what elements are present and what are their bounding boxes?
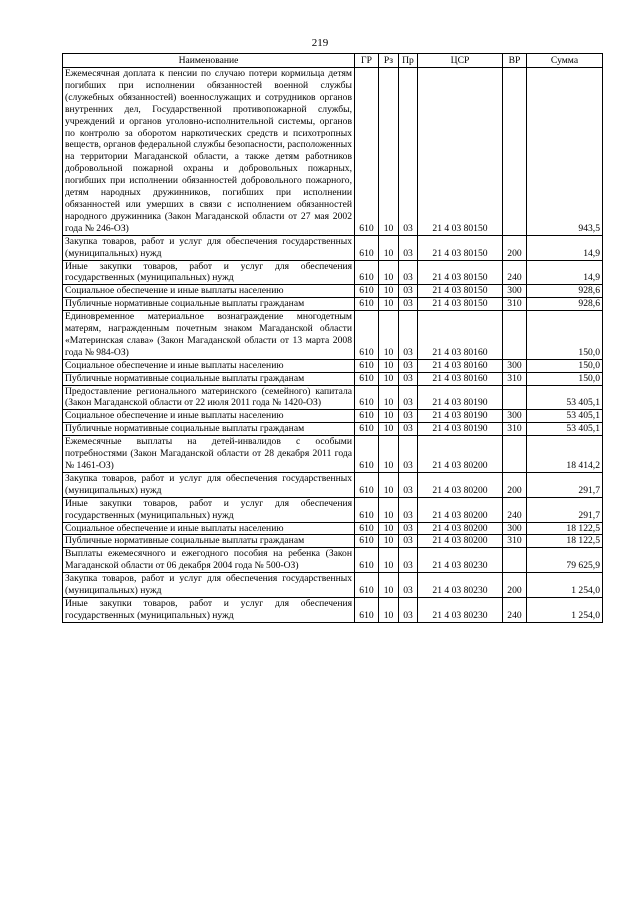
cell-sum: 1 254,0	[527, 573, 603, 598]
cell-pr: 03	[399, 573, 418, 598]
cell-rz: 10	[379, 298, 399, 311]
cell-csr: 21 4 03 80190	[418, 410, 503, 423]
cell-name: Социальное обеспечение и иные выплаты населению	[63, 359, 355, 372]
cell-vr: 310	[503, 372, 527, 385]
cell-csr: 21 4 03 80200	[418, 522, 503, 535]
cell-csr: 21 4 03 80200	[418, 436, 503, 473]
cell-csr: 21 4 03 80190	[418, 423, 503, 436]
cell-pr: 03	[399, 235, 418, 260]
cell-sum: 18 122,5	[527, 535, 603, 548]
cell-sum: 928,6	[527, 285, 603, 298]
cell-name: Публичные нормативные социальные выплаты гражданам	[63, 372, 355, 385]
table-row	[63, 522, 603, 535]
table-row	[63, 235, 603, 260]
cell-sum: 150,0	[527, 372, 603, 385]
cell-name: Выплаты ежемесячного и ежегодного пособия на ребенка (Закон Магаданской области от 06 декабря 2004 года № 500-ОЗ)	[63, 548, 355, 573]
cell-rz: 10	[379, 385, 399, 410]
column-header-csr: ЦСР	[418, 54, 503, 68]
cell-csr: 21 4 03 80150	[418, 260, 503, 285]
cell-pr: 03	[399, 423, 418, 436]
cell-rz: 10	[379, 260, 399, 285]
table-row	[63, 436, 603, 473]
cell-pr: 03	[399, 372, 418, 385]
cell-name: Публичные нормативные социальные выплаты гражданам	[63, 423, 355, 436]
cell-gr: 610	[355, 410, 379, 423]
cell-gr: 610	[355, 548, 379, 573]
cell-rz: 10	[379, 311, 399, 360]
cell-gr: 610	[355, 535, 379, 548]
table-row	[63, 573, 603, 598]
cell-sum: 150,0	[527, 311, 603, 360]
column-header-pr: Пр	[399, 54, 418, 68]
cell-vr: 310	[503, 298, 527, 311]
cell-rz: 10	[379, 548, 399, 573]
cell-rz: 10	[379, 522, 399, 535]
cell-csr: 21 4 03 80200	[418, 535, 503, 548]
cell-name: Ежемесячные выплаты на детей-инвалидов с особыми потребностями (Закон Магаданской области от 28 декабря 2011 года № 1461-ОЗ)	[63, 436, 355, 473]
cell-csr: 21 4 03 80230	[418, 573, 503, 598]
column-header-vr: ВР	[503, 54, 527, 68]
cell-vr	[503, 436, 527, 473]
cell-sum: 1 254,0	[527, 597, 603, 622]
column-header-name: Наименование	[63, 54, 355, 68]
table-row	[63, 385, 603, 410]
page-number: 219	[311, 37, 329, 49]
table-row	[63, 298, 603, 311]
table-row	[63, 410, 603, 423]
column-header-sum: Сумма	[527, 54, 603, 68]
cell-sum: 928,6	[527, 298, 603, 311]
table-row	[63, 423, 603, 436]
cell-pr: 03	[399, 311, 418, 360]
cell-pr: 03	[399, 535, 418, 548]
cell-sum: 14,9	[527, 260, 603, 285]
cell-pr: 03	[399, 548, 418, 573]
table-row	[63, 68, 603, 236]
cell-gr: 610	[355, 359, 379, 372]
cell-sum: 150,0	[527, 359, 603, 372]
cell-rz: 10	[379, 423, 399, 436]
cell-sum: 18 122,5	[527, 522, 603, 535]
table-row	[63, 472, 603, 497]
cell-name: Иные закупки товаров, работ и услуг для обеспечения государственных (муниципальных) нужд	[63, 497, 355, 522]
cell-name: Закупка товаров, работ и услуг для обеспечения государственных (муниципальных) нужд	[63, 573, 355, 598]
column-header-gr: ГР	[355, 54, 379, 68]
cell-gr: 610	[355, 497, 379, 522]
cell-gr: 610	[355, 597, 379, 622]
cell-csr: 21 4 03 80200	[418, 497, 503, 522]
cell-csr: 21 4 03 80230	[418, 548, 503, 573]
cell-vr	[503, 68, 527, 236]
cell-name: Публичные нормативные социальные выплаты гражданам	[63, 535, 355, 548]
table-row	[63, 497, 603, 522]
cell-sum: 291,7	[527, 472, 603, 497]
cell-rz: 10	[379, 410, 399, 423]
cell-csr: 21 4 03 80200	[418, 472, 503, 497]
cell-rz: 10	[379, 497, 399, 522]
cell-vr: 310	[503, 423, 527, 436]
cell-gr: 610	[355, 311, 379, 360]
cell-gr: 610	[355, 472, 379, 497]
cell-vr: 300	[503, 359, 527, 372]
table-body	[63, 68, 603, 623]
cell-name: Закупка товаров, работ и услуг для обеспечения государственных (муниципальных) нужд	[63, 472, 355, 497]
cell-name: Публичные нормативные социальные выплаты гражданам	[63, 298, 355, 311]
cell-name: Иные закупки товаров, работ и услуг для обеспечения государственных (муниципальных) нужд	[63, 260, 355, 285]
cell-rz: 10	[379, 573, 399, 598]
cell-gr: 610	[355, 385, 379, 410]
cell-vr: 200	[503, 472, 527, 497]
cell-rz: 10	[379, 597, 399, 622]
cell-pr: 03	[399, 497, 418, 522]
cell-gr: 610	[355, 68, 379, 236]
cell-vr: 200	[503, 235, 527, 260]
table-header	[63, 54, 603, 68]
cell-csr: 21 4 03 80150	[418, 285, 503, 298]
budget-table	[62, 53, 603, 623]
cell-vr: 240	[503, 497, 527, 522]
cell-rz: 10	[379, 472, 399, 497]
cell-vr: 200	[503, 573, 527, 598]
cell-name: Социальное обеспечение и иные выплаты населению	[63, 522, 355, 535]
table-row	[63, 285, 603, 298]
cell-csr: 21 4 03 80150	[418, 68, 503, 236]
cell-name: Единовременное материальное вознаграждение многодетным матерям, награжденным почетным знаком Магаданской области «Материнская слава» (Закон Магаданской области от 13 марта 2008 года № 984-ОЗ)	[63, 311, 355, 360]
cell-vr: 240	[503, 597, 527, 622]
cell-sum: 14,9	[527, 235, 603, 260]
cell-pr: 03	[399, 436, 418, 473]
table-row	[63, 372, 603, 385]
cell-gr: 610	[355, 436, 379, 473]
cell-vr: 310	[503, 535, 527, 548]
cell-pr: 03	[399, 410, 418, 423]
cell-rz: 10	[379, 359, 399, 372]
cell-csr: 21 4 03 80230	[418, 597, 503, 622]
cell-csr: 21 4 03 80160	[418, 372, 503, 385]
cell-pr: 03	[399, 68, 418, 236]
cell-csr: 21 4 03 80160	[418, 359, 503, 372]
cell-sum: 18 414,2	[527, 436, 603, 473]
table-row	[63, 535, 603, 548]
cell-rz: 10	[379, 372, 399, 385]
cell-vr	[503, 548, 527, 573]
cell-gr: 610	[355, 298, 379, 311]
cell-pr: 03	[399, 472, 418, 497]
table-row	[63, 597, 603, 622]
cell-name: Социальное обеспечение и иные выплаты населению	[63, 285, 355, 298]
cell-vr: 300	[503, 285, 527, 298]
cell-rz: 10	[379, 235, 399, 260]
cell-pr: 03	[399, 597, 418, 622]
cell-csr: 21 4 03 80160	[418, 311, 503, 360]
cell-rz: 10	[379, 285, 399, 298]
cell-sum: 53 405,1	[527, 385, 603, 410]
cell-gr: 610	[355, 235, 379, 260]
cell-sum: 291,7	[527, 497, 603, 522]
cell-csr: 21 4 03 80150	[418, 235, 503, 260]
table-row	[63, 548, 603, 573]
cell-pr: 03	[399, 359, 418, 372]
table-row	[63, 311, 603, 360]
cell-rz: 10	[379, 436, 399, 473]
cell-rz: 10	[379, 535, 399, 548]
cell-gr: 610	[355, 423, 379, 436]
cell-csr: 21 4 03 80150	[418, 298, 503, 311]
cell-gr: 610	[355, 573, 379, 598]
cell-name: Ежемесячная доплата к пенсии по случаю потери кормильца детям погибших при исполнении обязанностей военной службы (служебных обязанностей) военнослужащих и сотрудников органов внутренних дел, Государственной противопожарной службы, учреждений и органов уголовно-исполнительной системы, органов по контролю за оборотом наркотических средств и психотропных веществ, органов федеральной службы безопасности, расположенных на территории Магаданской области, а также детям работников добровольной пожарной охраны и добровольных пожарных, погибших при исполнении обязанностей добровольного пожарного, детям народных дружинников, погибших при исполнении обязанностей или умерших в связи с исполнением обязанностей народного дружинника (Закон Магаданской области от 27 мая 2002 года № 246-ОЗ)	[63, 68, 355, 236]
cell-name: Предоставление регионального материнского (семейного) капитала (Закон Магаданской области от 22 июля 2011 года № 1420-ОЗ)	[63, 385, 355, 410]
cell-vr: 300	[503, 410, 527, 423]
cell-sum: 79 625,9	[527, 548, 603, 573]
cell-pr: 03	[399, 385, 418, 410]
cell-vr: 240	[503, 260, 527, 285]
table-row	[63, 359, 603, 372]
cell-gr: 610	[355, 285, 379, 298]
cell-name: Закупка товаров, работ и услуг для обеспечения государственных (муниципальных) нужд	[63, 235, 355, 260]
cell-sum: 53 405,1	[527, 423, 603, 436]
cell-pr: 03	[399, 298, 418, 311]
cell-rz: 10	[379, 68, 399, 236]
table-row	[63, 260, 603, 285]
column-header-rz: Рз	[379, 54, 399, 68]
cell-vr	[503, 311, 527, 360]
cell-gr: 610	[355, 522, 379, 535]
cell-csr: 21 4 03 80190	[418, 385, 503, 410]
cell-name: Иные закупки товаров, работ и услуг для обеспечения государственных (муниципальных) нужд	[63, 597, 355, 622]
cell-vr	[503, 385, 527, 410]
cell-pr: 03	[399, 285, 418, 298]
cell-pr: 03	[399, 260, 418, 285]
cell-name: Социальное обеспечение и иные выплаты населению	[63, 410, 355, 423]
cell-sum: 53 405,1	[527, 410, 603, 423]
header-row	[63, 54, 603, 68]
cell-gr: 610	[355, 260, 379, 285]
cell-sum: 943,5	[527, 68, 603, 236]
cell-gr: 610	[355, 372, 379, 385]
cell-pr: 03	[399, 522, 418, 535]
cell-vr: 300	[503, 522, 527, 535]
